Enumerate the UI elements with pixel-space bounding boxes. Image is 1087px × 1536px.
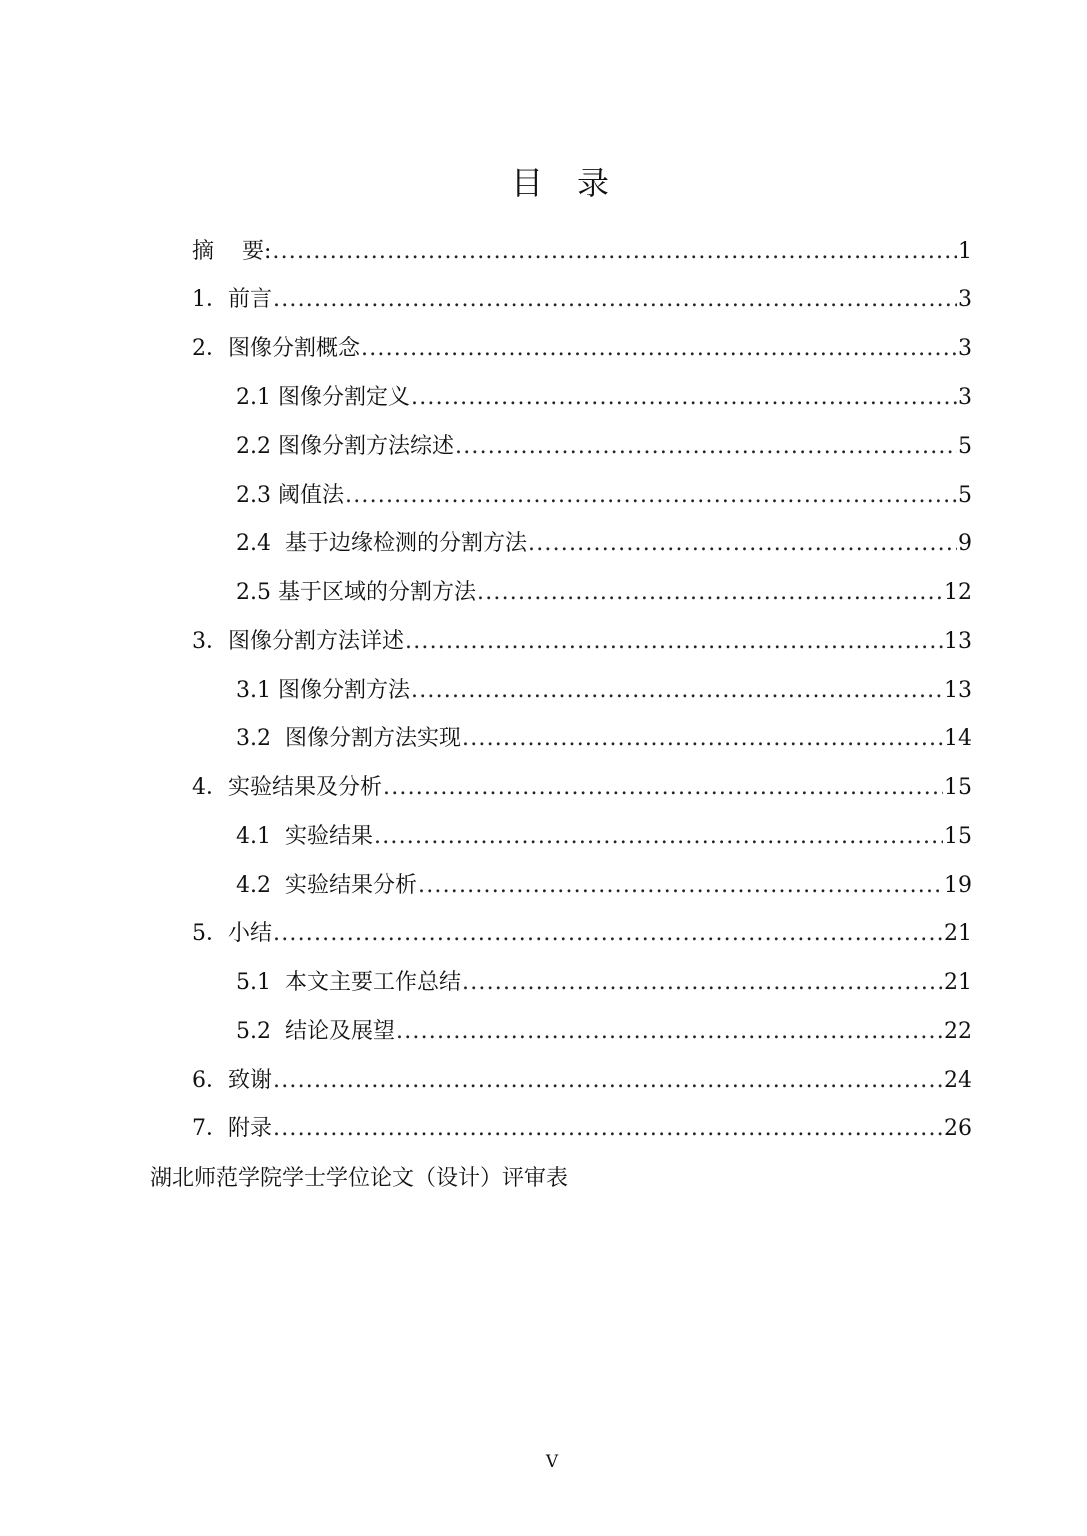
toc-entry-page: 3 xyxy=(958,287,972,312)
toc-entry-page: 12 xyxy=(944,580,972,605)
toc-entry-number: 2.1 xyxy=(236,385,278,410)
toc-entry-5[interactable] xyxy=(192,910,972,958)
toc-entry-label: 图像分割方法详述 xyxy=(228,629,405,654)
toc-entry-number: 3.2 xyxy=(236,726,285,751)
toc-entry-2-3[interactable] xyxy=(236,472,972,520)
toc-entry-number: 7． xyxy=(192,1116,228,1141)
toc-entry-5-1[interactable] xyxy=(236,959,972,1007)
leader-dots xyxy=(455,423,957,471)
toc-entry-label: 本文主要工作总结 xyxy=(284,970,461,995)
toc-entry-7[interactable] xyxy=(192,1105,972,1153)
toc-entry-number: 3.1 xyxy=(236,678,278,703)
toc-entry-label: 摘 要: xyxy=(192,239,272,264)
toc-entry-label: 基于边缘检测的分割方法 xyxy=(284,531,527,556)
toc-entry-number: 4.1 xyxy=(236,824,285,849)
toc-entry-label: 实验结果分析 xyxy=(284,873,417,898)
toc-entry-label: 前言 xyxy=(228,287,273,312)
toc-entry-page: 14 xyxy=(944,726,972,751)
toc-entry-page: 19 xyxy=(944,873,972,898)
leader-dots xyxy=(273,1105,943,1153)
leader-dots xyxy=(272,228,957,276)
toc-entry-page: 5 xyxy=(958,434,972,459)
leader-dots xyxy=(462,959,943,1007)
toc-entry-label: 实验结果及分析 xyxy=(228,775,383,800)
leader-dots xyxy=(405,618,943,666)
toc-entry-number: 2.2 xyxy=(236,434,278,459)
toc-entry-page: 3 xyxy=(958,336,972,361)
leader-dots xyxy=(396,1008,943,1056)
toc-entry-number: 5.1 xyxy=(236,970,285,995)
leader-dots xyxy=(528,520,957,568)
toc-entry-page: 13 xyxy=(944,678,972,703)
toc-entry-label: 实验结果 xyxy=(284,824,373,849)
toc-entry-number: 5． xyxy=(192,921,228,946)
toc-entry-3[interactable] xyxy=(192,618,972,666)
toc-entry-page: 22 xyxy=(944,1019,972,1044)
toc-entry-label: 附录 xyxy=(228,1116,273,1141)
toc-entry-3-2[interactable] xyxy=(236,715,972,763)
toc-entry-number: 2.4 xyxy=(236,531,285,556)
toc-entry-page: 15 xyxy=(944,824,972,849)
leader-dots xyxy=(411,667,943,715)
leader-dots xyxy=(361,325,957,373)
title-char-1: 目 xyxy=(510,164,543,202)
toc-entry-label: 图像分割方法 xyxy=(277,678,410,703)
leader-dots xyxy=(383,764,943,812)
page-title xyxy=(0,158,1087,204)
toc-entry-number: 3． xyxy=(192,629,228,654)
leader-dots xyxy=(411,374,957,422)
toc-entry-label: 结论及展望 xyxy=(284,1019,395,1044)
toc-entry-label: 图像分割概念 xyxy=(228,336,361,361)
leader-dots xyxy=(273,910,943,958)
leader-dots xyxy=(418,862,943,910)
leader-dots xyxy=(345,472,957,520)
toc-entry-page: 21 xyxy=(944,921,972,946)
toc-entry-number: 2． xyxy=(192,336,228,361)
toc-entry-page: 5 xyxy=(958,483,972,508)
toc-entry-number: 2.3 xyxy=(236,483,278,508)
toc-entry-2[interactable] xyxy=(192,325,972,373)
leader-dots xyxy=(374,813,943,861)
toc-entry-2-4[interactable] xyxy=(236,520,972,568)
toc-entry-page: 21 xyxy=(944,970,972,995)
toc-entry-4-1[interactable] xyxy=(236,813,972,861)
toc-entry-4-2[interactable] xyxy=(236,862,972,910)
leader-dots xyxy=(477,569,943,617)
toc-entry-number: 4.2 xyxy=(236,873,285,898)
toc-entry-review-form[interactable]: 湖北师范学院学士学位论文（设计）评审表 xyxy=(150,1166,569,1191)
toc-entry-number: 4． xyxy=(192,775,228,800)
toc-entry-4[interactable] xyxy=(192,764,972,812)
toc-entry-label: 小结 xyxy=(228,921,273,946)
toc-entry-number: 1． xyxy=(192,287,228,312)
toc-entry-page: 1 xyxy=(958,239,972,264)
toc-entry-page: 15 xyxy=(944,775,972,800)
leader-dots xyxy=(273,276,957,324)
toc-entry-page: 3 xyxy=(958,385,972,410)
toc-entry-number: 6． xyxy=(192,1068,228,1093)
toc-entry-label: 阈值法 xyxy=(277,483,344,508)
toc-entry-2-2[interactable] xyxy=(236,423,972,471)
toc-entry-6[interactable] xyxy=(192,1057,972,1105)
toc-entry-3-1[interactable] xyxy=(236,667,972,715)
toc-entry-number: 5.2 xyxy=(236,1019,285,1044)
page-number: V xyxy=(545,1452,559,1472)
toc-entry-page: 24 xyxy=(944,1068,972,1093)
toc-entry-page: 26 xyxy=(944,1116,972,1141)
toc-entry-label: 图像分割方法实现 xyxy=(284,726,461,751)
toc-entry-abstract[interactable] xyxy=(192,228,972,276)
toc-entry-page: 13 xyxy=(944,629,972,654)
toc-entry-1[interactable] xyxy=(192,276,972,324)
toc-entry-2-5[interactable] xyxy=(236,569,972,617)
toc-entry-label: 图像分割定义 xyxy=(277,385,410,410)
title-char-2: 录 xyxy=(577,164,610,202)
toc-entry-page: 9 xyxy=(958,531,972,556)
toc-entry-label: 基于区域的分割方法 xyxy=(277,580,476,605)
toc-entry-5-2[interactable] xyxy=(236,1008,972,1056)
toc-entry-label: 图像分割方法综述 xyxy=(277,434,454,459)
toc-entry-2-1[interactable] xyxy=(236,374,972,422)
toc-entry-label: 致谢 xyxy=(228,1068,273,1093)
leader-dots xyxy=(273,1057,943,1105)
leader-dots xyxy=(462,715,943,763)
toc-entry-number: 2.5 xyxy=(236,580,278,605)
